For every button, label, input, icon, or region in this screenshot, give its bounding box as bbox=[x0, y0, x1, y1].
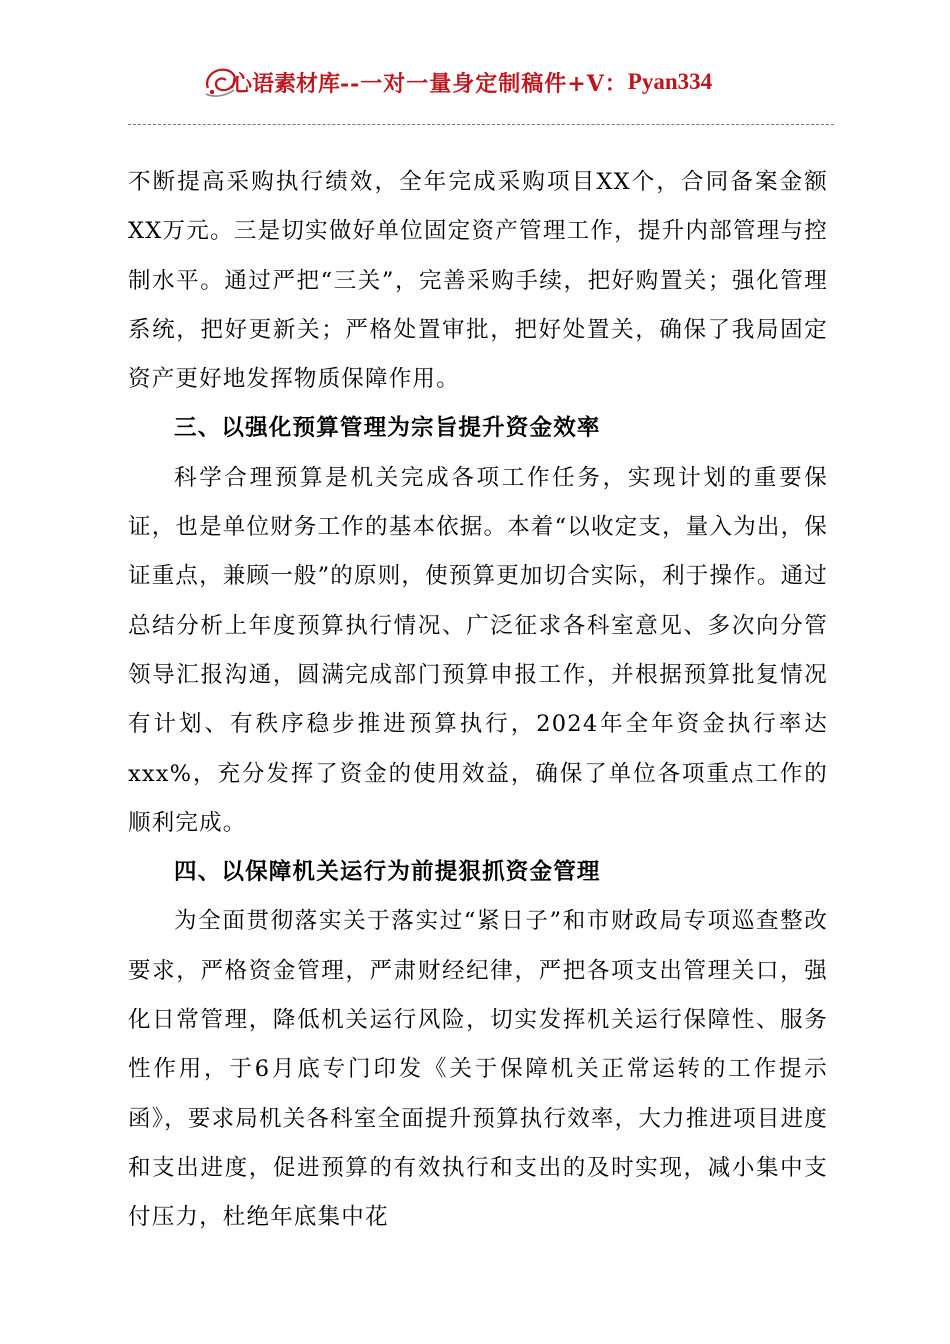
header-contact: Pyan334 bbox=[627, 69, 713, 94]
paragraph-budget: 科学合理预算是机关完成各项工作任务，实现计划的重要保证，也是单位财务工作的基本依据。本着“以收定支，量入为出，保证重点，兼顾一般”的原则，使预算更加切合实际，利于操作。通过总结分析上年度预算执行情况、广泛征求各科室意见、多次向分管领导汇报沟通，圆满完成部门预算申报工作，并根据预算批复情况有计划、有秩序稳步推进预算执行，2024年全年资金执行率达xxx%，充分发挥了资金的使用效益，确保了单位各项重点工作的顺利完成。 bbox=[128, 464, 829, 836]
page-header bbox=[200, 62, 712, 102]
header-tagline: --一对一量身定制稿件+V： bbox=[340, 70, 628, 97]
section-heading-3: 三、以强化预算管理为宗旨提升资金效率 bbox=[174, 415, 601, 442]
document-body bbox=[128, 158, 828, 1243]
swirl-logo-icon bbox=[200, 62, 244, 102]
header-divider bbox=[128, 124, 834, 125]
paragraph-funds: 为全面贯彻落实关于落实过“紧日子”和市财政局专项巡查整改要求，严格资金管理，严肃财经纪律，严把各项支出管理关口，强化日常管理，降低机关运行风险，切实发挥机关运行保障性、服务性作用，于6月底专门印发《关于保障机关正常运转的工作提示函》，要求局机关各科室全面提升预算执行效率，大力推进项目进度和支出进度，促进预算的有效执行和支出的及时实现，减小集中支付压力，杜绝年底集中花 bbox=[128, 908, 828, 1231]
section-heading-4: 四、以保障机关运行为前提狠抓资金管理 bbox=[174, 859, 601, 886]
logo-name: 心语素材库 bbox=[230, 70, 341, 97]
paragraph-continued: 不断提高采购执行绩效，全年完成采购项目XX个，合同备案金额XX万元。三是切实做好单位固定资产管理工作，提升内部管理与控制水平。通过严把“三关”，完善采购手续，把好购置关；强化管理系统，把好更新关；严格处置审批，把好处置关，确保了我局固定资产更好地发挥物质保障作用。 bbox=[128, 169, 828, 393]
